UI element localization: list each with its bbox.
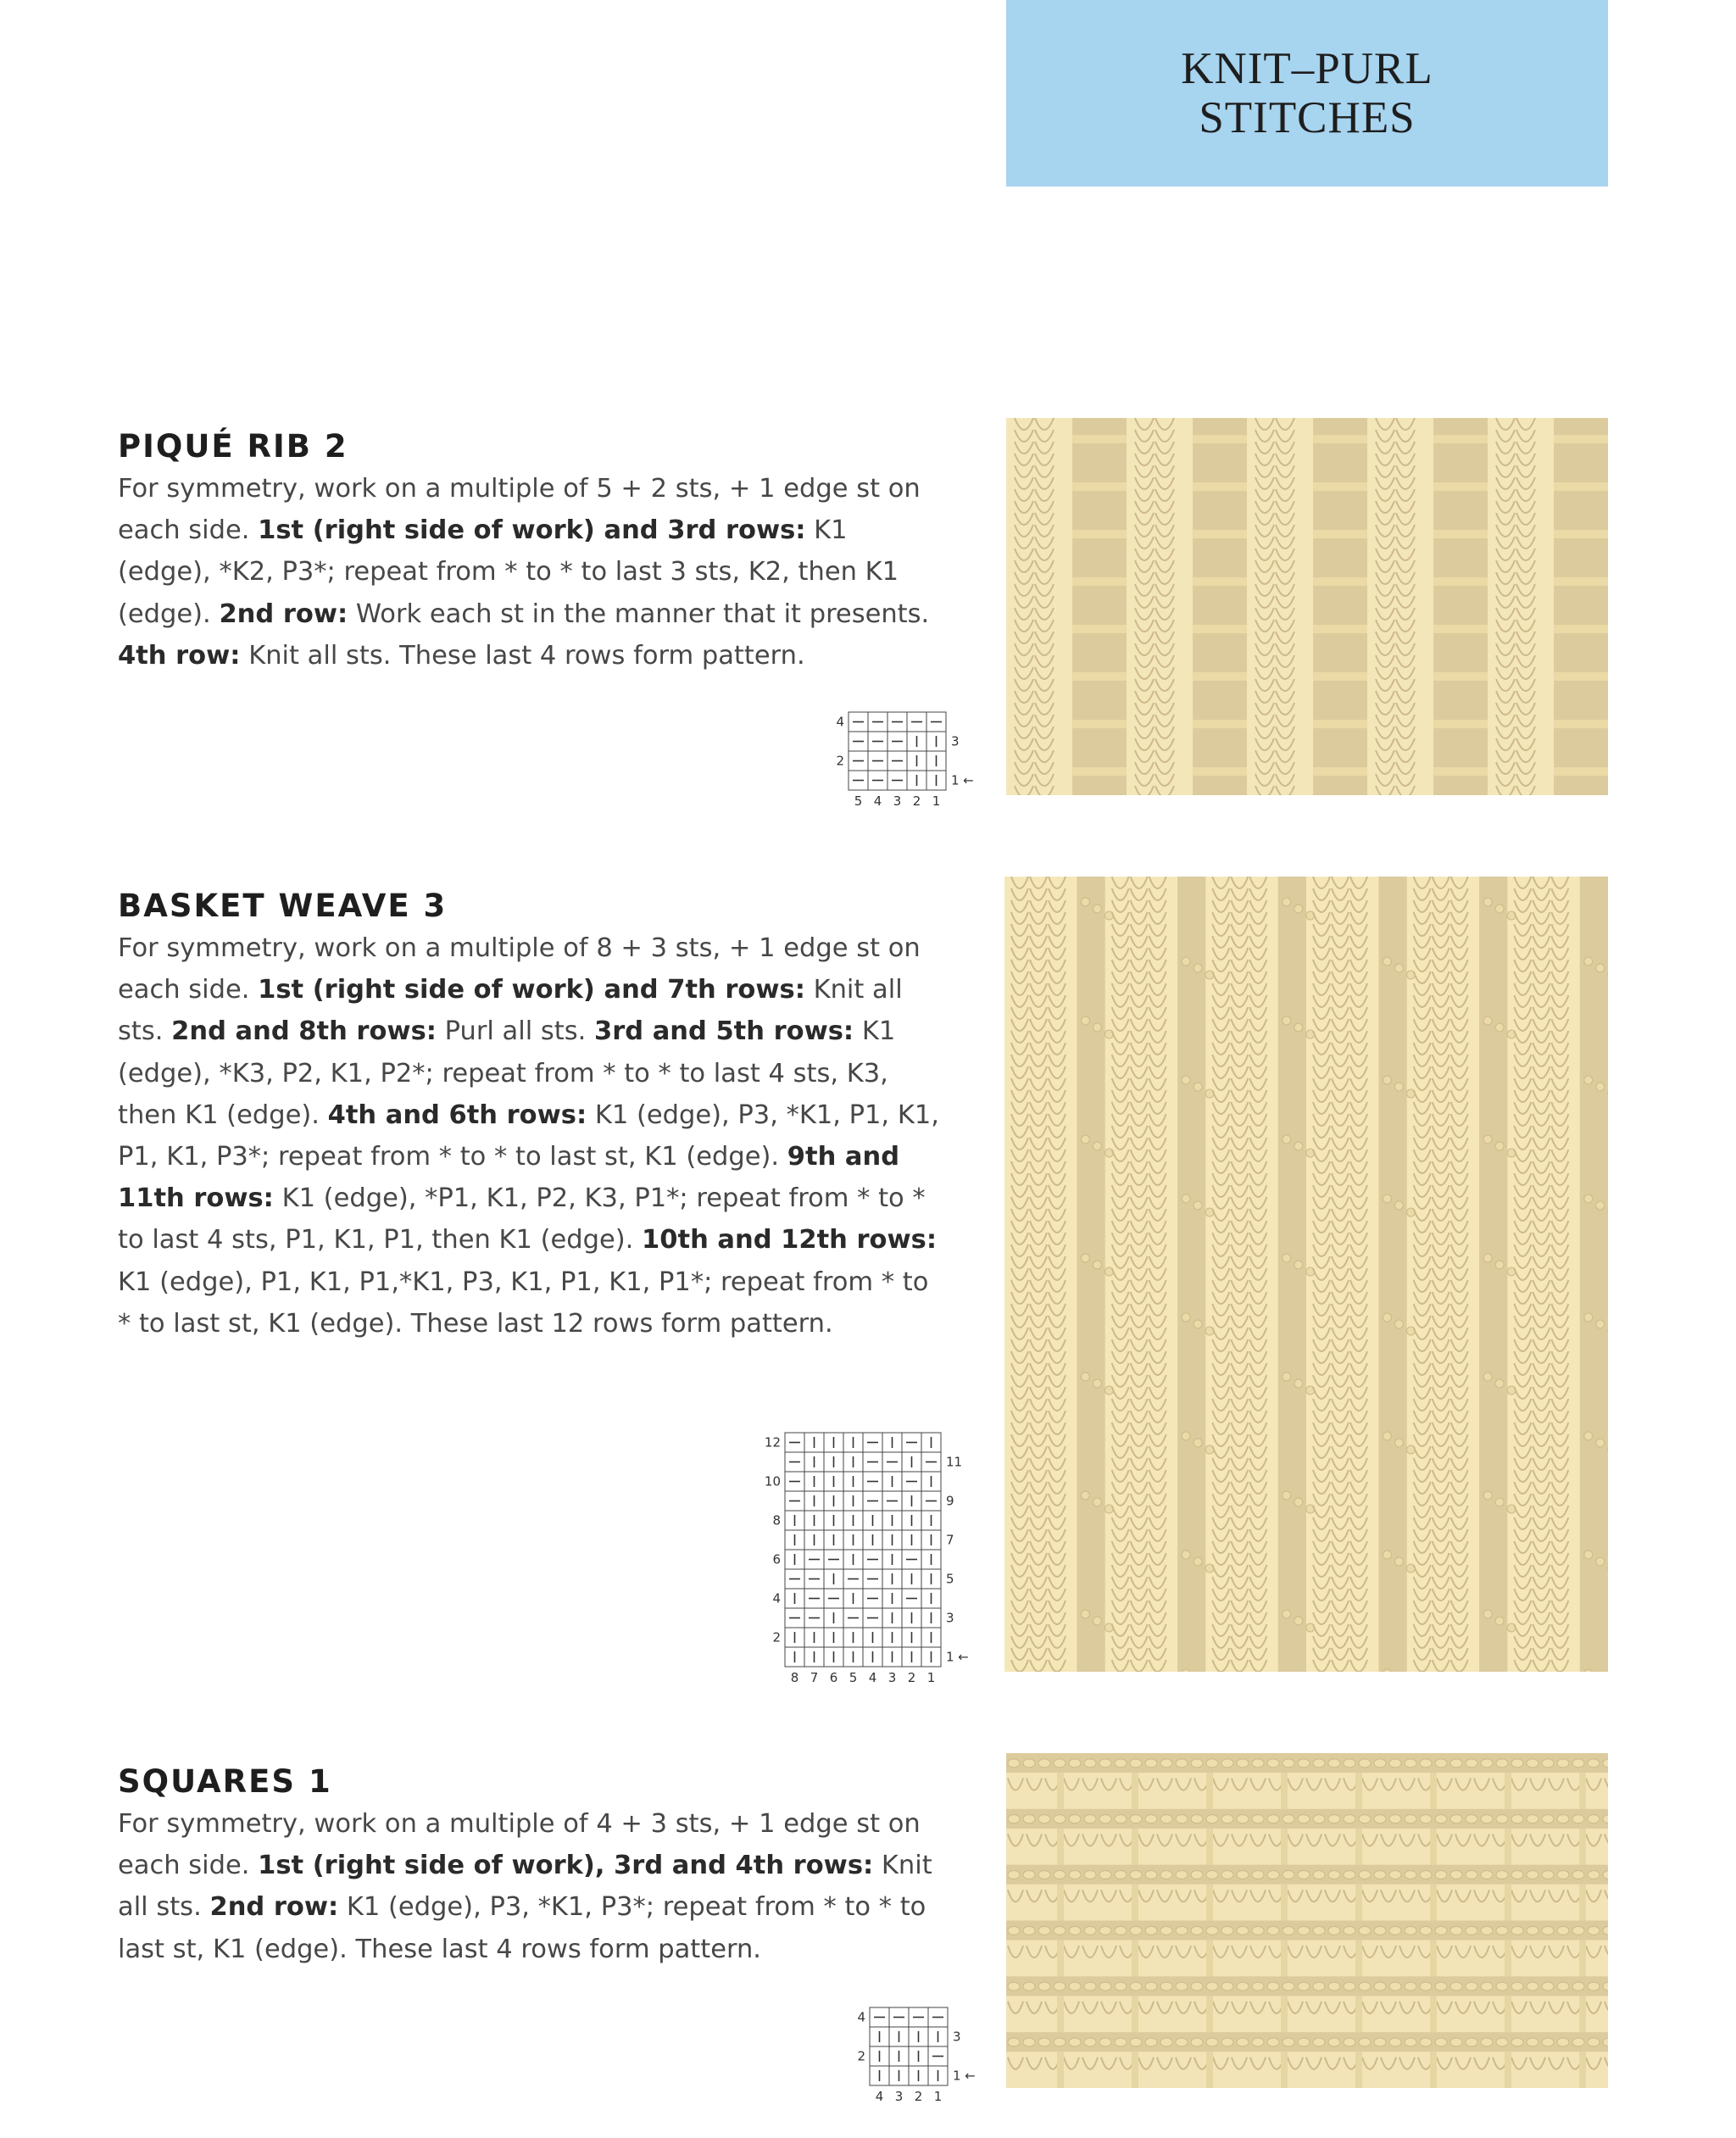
- chart-row-label: 3: [951, 733, 960, 749]
- section-title-squares-1: SQUARES 1: [118, 1763, 332, 1800]
- chart-row-label: 2: [857, 2048, 865, 2064]
- stitch-chart: [763, 1433, 975, 1687]
- section-body: [118, 468, 949, 676]
- row-instruction-label: 4th row:: [118, 640, 241, 671]
- chapter-header: [1006, 0, 1608, 187]
- knit-swatch-photo: [1006, 418, 1608, 795]
- instruction-text: K1 (edge), P3, *K1, P3*; repeat from * to * to last st, K1 (edge). These last 4 rows form pattern.: [118, 1892, 926, 1964]
- chart-column-label: 2: [912, 793, 921, 809]
- chart-column-label: 1: [932, 793, 941, 809]
- chart-row-label: 4: [836, 714, 844, 730]
- chart-row-label: 1 ←: [951, 772, 974, 788]
- chart-column-label: 2: [914, 2089, 923, 2104]
- row-instruction-label: 2nd and 8th rows:: [171, 1016, 437, 1047]
- chart-row-label: 10: [764, 1473, 781, 1489]
- chart-row-label: 3: [946, 1610, 954, 1626]
- row-instruction-label: 1st (right side of work), 3rd and 4th rows:: [258, 1851, 874, 1881]
- chart-row-label: 9: [946, 1493, 954, 1509]
- chart-row-label: 2: [836, 753, 844, 769]
- row-instruction-label: 1st (right side of work) and 3rd rows:: [258, 515, 806, 546]
- chart-column-label: 3: [887, 1670, 897, 1685]
- row-instruction-label: 4th and 6th rows:: [327, 1100, 587, 1130]
- chart-column-label: 3: [894, 2089, 904, 2104]
- chart-column-label: 7: [810, 1670, 819, 1685]
- chart-row-label: 12: [764, 1434, 781, 1450]
- chart-column-label: 5: [854, 793, 863, 809]
- chart-column-label: 8: [790, 1670, 799, 1685]
- instruction-text: K1 (edge), P3, *K1, P1, K1, P1, K1, P3*; repeat from * to * to last st, K1 (edge).: [118, 1100, 939, 1172]
- section-title-basket-weave-3: BASKET WEAVE 3: [118, 888, 448, 924]
- chart-column-label: 4: [873, 793, 882, 809]
- chapter-title-line1: KNIT–PURL: [1181, 44, 1433, 93]
- instruction-text: K1 (edge), P1, K1, P1,*K1, P3, K1, P1, K1, P1*; repeat from * to * to last st, K1 (edge). These last 12 rows form pattern.: [118, 1267, 929, 1339]
- chart-column-label: 3: [893, 793, 902, 809]
- instruction-text: K1 (edge), *K3, P2, K1, P2*; repeat from * to * to last 4 sts, K3, then K1 (edge).: [118, 1016, 896, 1130]
- instruction-text: For symmetry, work on a multiple of 8 + 3 sts, + 1 edge st on each side.: [118, 933, 921, 1005]
- instruction-text: Work each st in the manner that it presents.: [348, 599, 930, 629]
- row-instruction-label: 2nd row:: [219, 599, 348, 629]
- chart-row-label: 4: [772, 1590, 781, 1606]
- chart-row-label: 1 ←: [953, 2068, 976, 2084]
- chart-row-label: 2: [772, 1629, 781, 1645]
- chart-row-label: 5: [946, 1571, 954, 1587]
- instruction-text: For symmetry, work on a multiple of 5 + 2 sts, + 1 edge st on each side.: [118, 474, 921, 546]
- instruction-text: Knit all sts.: [118, 975, 903, 1047]
- stitch-chart: [848, 2007, 982, 2106]
- row-instruction-label: 10th and 12th rows:: [642, 1225, 938, 1256]
- chart-row-label: 7: [946, 1532, 954, 1548]
- chart-column-label: 4: [875, 2089, 884, 2104]
- instruction-text: Knit all sts.: [118, 1851, 932, 1923]
- instruction-text: Purl all sts.: [436, 1016, 594, 1047]
- instruction-text: For symmetry, work on a multiple of 4 + 3 sts, + 1 edge st on each side.: [118, 1809, 921, 1881]
- row-instruction-label: 9th and 11th rows:: [118, 1142, 900, 1214]
- chart-column-label: 1: [926, 1670, 936, 1685]
- chapter-title-line2: STITCHES: [1199, 93, 1416, 142]
- knit-swatch-photo: [1004, 877, 1608, 1672]
- chart-row-label: 8: [772, 1512, 781, 1528]
- knit-swatch-photo: [1006, 1753, 1608, 2088]
- row-instruction-label: 1st (right side of work) and 7th rows:: [258, 975, 805, 1005]
- instruction-text: K1 (edge), *K2, P3*; repeat from * to * to last 3 sts, K2, then K1 (edge).: [118, 515, 899, 629]
- instruction-text: K1 (edge), *P1, K1, P2, K3, P1*; repeat from * to * to last 4 sts, P1, K1, P1, then K1 (edge).: [118, 1183, 926, 1256]
- section-body: [118, 1803, 949, 1970]
- row-instruction-label: 2nd row:: [209, 1892, 339, 1923]
- chart-row-label: 3: [953, 2029, 961, 2045]
- chart-row-label: 4: [857, 2009, 865, 2025]
- instruction-text: Knit all sts. These last 4 rows form pattern.: [240, 640, 805, 671]
- stitch-chart: [826, 712, 980, 810]
- chart-column-label: 5: [849, 1670, 858, 1685]
- chart-column-label: 4: [868, 1670, 877, 1685]
- chart-column-label: 1: [933, 2089, 943, 2104]
- chart-row-label: 1 ←: [946, 1649, 969, 1665]
- chart-column-label: 2: [907, 1670, 916, 1685]
- chart-row-label: 11: [946, 1454, 963, 1470]
- section-body: [118, 927, 949, 1345]
- chart-column-label: 6: [829, 1670, 838, 1685]
- chart-row-label: 6: [772, 1551, 781, 1567]
- section-title-pique-rib-2: PIQUÉ RIB 2: [118, 428, 348, 465]
- row-instruction-label: 3rd and 5th rows:: [594, 1016, 854, 1047]
